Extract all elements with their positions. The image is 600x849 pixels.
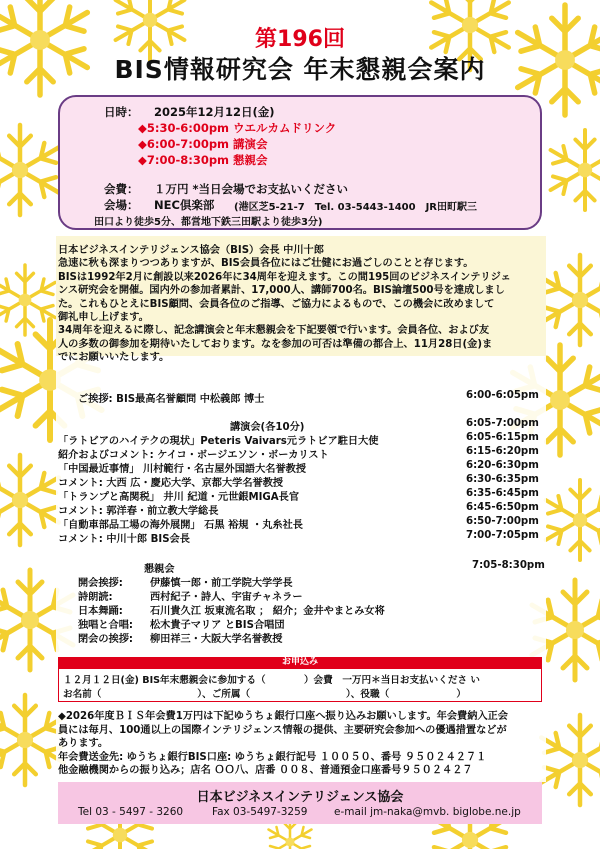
lecture-item-time: 7:00-7:05pm bbox=[466, 530, 539, 541]
lecture-item: 紹介およびコメント: ケイコ・ボージエソン・ボーカリスト bbox=[58, 450, 329, 461]
snowflake-icon bbox=[0, 265, 55, 335]
party-person: 西村紀子・詩人、宇宙チャネラー bbox=[150, 592, 303, 603]
lecture-item-time: 6:45-6:50pm bbox=[466, 502, 539, 513]
snowflake-icon bbox=[0, 695, 64, 785]
snowflake-icon bbox=[541, 255, 600, 345]
lecture-item-time: 6:30-6:35pm bbox=[466, 474, 539, 485]
snowflake-icon bbox=[0, 455, 59, 545]
footer-email[interactable]: e-mail jm-naka@mvb. biglobe.ne.jp bbox=[334, 806, 521, 818]
apply-header: お申込み bbox=[58, 657, 542, 668]
snowflake-icon bbox=[546, 480, 600, 560]
footer-fax: Fax 03-5497-3259 bbox=[212, 806, 308, 818]
intro-message bbox=[58, 244, 546, 365]
greeting-time: 6:00-6:05pm bbox=[466, 390, 539, 401]
party-header: 懇親会 bbox=[144, 564, 175, 575]
lecture-item: 「ラトビアのハイテクの現状」Peteris Vaivars元ラトビア駐日大使 bbox=[58, 436, 379, 447]
party-role: 詩朗読: bbox=[78, 592, 113, 603]
intro-line: 日本ビジネスインテリジェンス協会（BIS）会長 中川十郎 bbox=[58, 245, 324, 256]
date-label: 日時： bbox=[104, 105, 139, 119]
footer-tel: Tel 03 - 5497 - 3260 bbox=[78, 806, 184, 818]
session-number: 第196回 bbox=[255, 27, 345, 52]
snowflake-icon bbox=[541, 715, 600, 805]
lecture-item-time: 6:15-6:20pm bbox=[466, 446, 539, 457]
notes-line: 他金融機関からの振り込み；店名 ＯＯ八、店番 ００８、普通預金口座番号９５０２４２７ bbox=[58, 765, 473, 777]
apply-line: お名前（ ）、ご所属（ ）、役職（ ） bbox=[63, 689, 466, 700]
notes-line: あります。 bbox=[58, 738, 109, 750]
schedule-item: ◆6:00-7:00pm 講演会 bbox=[138, 137, 268, 151]
party-role: 閉会の挨拶: bbox=[78, 634, 134, 645]
intro-line: 34周年を迎えるに際し、記念講演会と年末懇親会を下記要領で行います。会員各位、および友 bbox=[58, 325, 490, 337]
snowflake-icon bbox=[551, 130, 600, 210]
intro-line: 御礼申し上げます。 bbox=[58, 312, 149, 324]
fee-value: １万円 *当日会場でお支払いください bbox=[154, 182, 349, 196]
footer-org-name: 日本ビジネスインテリジェンス協会 bbox=[196, 790, 404, 805]
lecture-item: 「自動車部品工場の海外展開」 石黒 裕規 ・丸糸社長 bbox=[58, 520, 303, 531]
notes-line: ◆2026年度ＢＩＳ年会費1万円は下記ゆうちょ銀行口座へ振り込みお願いします。年会費納入正会 bbox=[58, 711, 508, 722]
schedule-item: ◆5:30-6:00pm ウエルカムドリンク bbox=[138, 121, 337, 135]
notes-line: 年会費送金先: ゆうちょ銀行BIS口座: ゆうちょ銀行記号 １００５０、番号 ９５０２４２７１ bbox=[58, 751, 487, 763]
venue-name: NEC倶楽部 bbox=[154, 198, 215, 212]
snowflake-icon bbox=[0, 125, 59, 215]
schedule-item: ◆7:00-8:30pm 懇親会 bbox=[138, 153, 268, 167]
party-role: 開会挨拶: bbox=[78, 578, 123, 589]
intro-line: BISは1992年2月に創設以来2026年に34周年を迎えます。この間195回のビジネスインテリジェ bbox=[58, 271, 511, 283]
intro-line: ンス研究会を開催。国内外の参加者累計、17,000人、講師700名。BIS論壇500号を達成しまし bbox=[58, 285, 505, 297]
venue-access: 田口より徒歩5分、都営地下鉄三田駅より徒歩3分) bbox=[94, 217, 323, 228]
venue-address: (港区芝5-21-7 Tel. 03-5443-1400 JR田町駅三 bbox=[234, 202, 477, 213]
greeting: ご挨拶: BIS最高名誉顧問 中松義郎 博士 bbox=[78, 394, 265, 405]
notes-line: 員には毎月、100通以上の国際インテリジェンス情報の提供、主要研究会参加への優遇措置などが bbox=[58, 724, 507, 736]
lecture-item: 「トランプと高関税」 井川 紀道・元世銀MIGA長官 bbox=[58, 492, 300, 503]
lecture-item-time: 6:05-6:15pm bbox=[466, 432, 539, 443]
party-person: 伊藤慎一郎・前工学院大学学長 bbox=[150, 578, 293, 589]
apply-form[interactable] bbox=[58, 668, 542, 702]
page-title: BIS情報研究会 年末懇親会案内 bbox=[114, 55, 486, 84]
intro-line: でにお願いいたします。 bbox=[58, 352, 170, 364]
membership-notes bbox=[58, 710, 546, 778]
intro-line: 急速に秋も深まりつつありますが、BIS会員各位にはご壮健にお過ごしのことと存じます。 bbox=[58, 258, 474, 270]
venue-label: 会場： bbox=[104, 198, 139, 212]
intro-line: 人の多数の御参加を期待いたしております。なを参加の可否は準備の都合上、11月28日(金)ま bbox=[58, 338, 493, 350]
lecture-time: 6:05-7:00pm bbox=[466, 418, 539, 429]
date-value: 2025年12月12日(金) bbox=[154, 105, 275, 119]
schedule-box bbox=[58, 95, 542, 230]
party-role: 日本舞踊: bbox=[78, 606, 123, 617]
footer bbox=[58, 782, 542, 824]
lecture-item: コメント: 大西 広・慶応大学、京都大学名誉教授 bbox=[58, 478, 284, 489]
lecture-item-time: 6:50-7:00pm bbox=[466, 516, 539, 527]
intro-line: た。これもひとえにBIS顧問、会員各位のご指導、ご協力によるもので、この機会に改めまして bbox=[58, 298, 495, 310]
apply-line: １２月１２日(金) BIS年末懇親会に参加する（ ）会費 一万円＊当日お支払いくださ い bbox=[63, 675, 480, 686]
lecture-item: コメント: 郭洋春・前立教大学総長 bbox=[58, 506, 219, 517]
party-person: 松木貴子マリア とBIS合唱団 bbox=[150, 620, 285, 631]
lecture-item: 「中国最近事情」 川村範行・名古屋外国語大名誉教授 bbox=[58, 464, 307, 475]
party-person: 柳田祥三・大阪大学名誉教授 bbox=[150, 634, 283, 645]
party-time: 7:05-8:30pm bbox=[472, 560, 545, 571]
lecture-item-time: 6:35-6:45pm bbox=[466, 488, 539, 499]
fee-label: 会費： bbox=[104, 182, 139, 196]
lecture-header: 講演会(各10分) bbox=[230, 422, 305, 433]
party-person: 石川貴久江 坂東流名取 ； 紹介；金井やまとみ女将 bbox=[150, 606, 385, 617]
party-role: 独唱と合唱: bbox=[78, 620, 134, 631]
lecture-item-time: 6:20-6:30pm bbox=[466, 460, 539, 471]
lecture-item: コメント: 中川十郎 BIS会長 bbox=[58, 534, 190, 545]
